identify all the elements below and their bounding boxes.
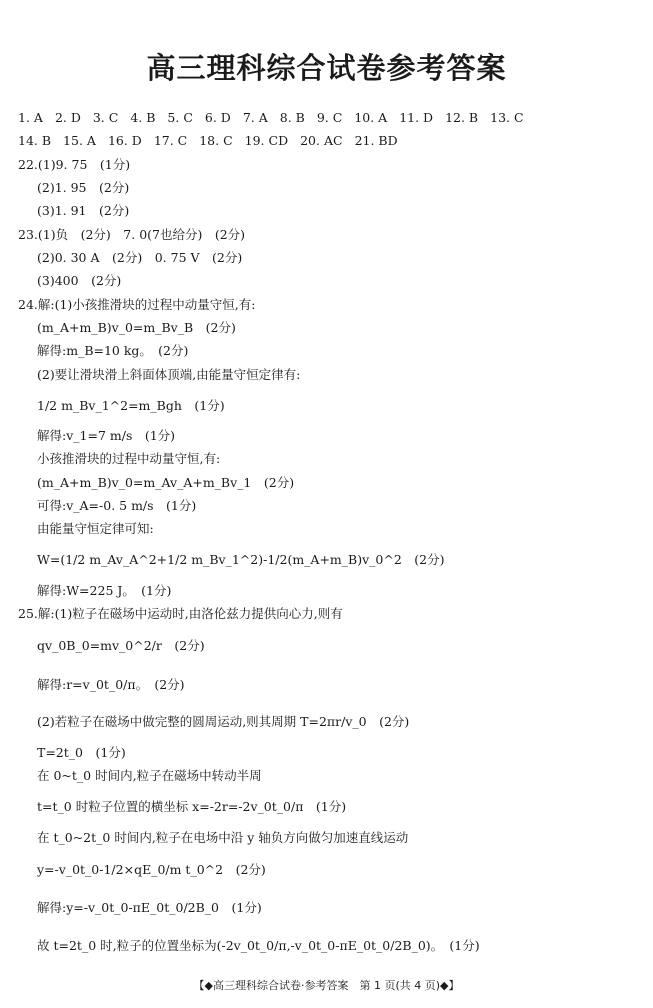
- choice-answer: 9. C: [316, 110, 343, 125]
- choice-answer: 7. A: [242, 110, 268, 125]
- q25-line-7: t=t_0 时粒子位置的横坐标 x=-2r=-2v_0t_0/π (1分): [37, 799, 347, 814]
- q25-line-9: y=-v_0t_0-1/2×qE_0/m t_0^2 (2分): [37, 862, 266, 877]
- q22-line-1: 22.(1)9. 75 (1分): [18, 157, 131, 172]
- q24-line-3: 解得:m_B=10 kg。 (2分): [37, 343, 189, 358]
- q24-line-12: 解得:W=225 J。 (1分): [37, 583, 172, 598]
- q25-line-1: 25.解:(1)粒子在磁场中运动时,由洛伦兹力提供向心力,则有: [18, 606, 343, 621]
- choice-answer: 12. B: [445, 110, 479, 125]
- choice-answer: 14. B: [18, 133, 52, 148]
- q25-line-10: 解得:y=-v_0t_0-πE_0t_0/2B_0 (1分): [37, 900, 262, 915]
- choice-answers-row-1: [18, 110, 536, 125]
- choice-answer: 20. AC: [300, 133, 343, 148]
- choice-answer: 18. C: [199, 133, 233, 148]
- choice-answer: 1. A: [18, 110, 43, 125]
- q24-line-10: 由能量守恒定律可知:: [37, 521, 154, 536]
- q24-line-8: (m_A+m_B)v_0=m_Av_A+m_Bv_1 (2分): [37, 475, 295, 490]
- choice-answer: 17. C: [153, 133, 188, 148]
- choice-answer: 21. BD: [354, 133, 398, 148]
- q24-line-2: (m_A+m_B)v_0=m_Bv_B (2分): [37, 320, 236, 335]
- choice-answer: 8. B: [279, 110, 305, 125]
- q23-line-1: 23.(1)负 (2分) 7. 0(7也给分) (2分): [18, 227, 246, 242]
- q24-line-5: 1/2 m_Bv_1^2=m_Bgh (1分): [37, 398, 225, 413]
- q24-line-4: (2)要让滑块滑上斜面体顶端,由能量守恒定律有:: [37, 367, 301, 382]
- choice-answer: 15. A: [63, 133, 96, 148]
- choice-answer: 13. C: [490, 110, 524, 125]
- choice-answer: 3. C: [92, 110, 119, 125]
- q24-line-9: 可得:v_A=-0. 5 m/s (1分): [37, 498, 197, 513]
- q24-line-6: 解得:v_1=7 m/s (1分): [37, 428, 176, 443]
- page-footer: 【◆高三理科综合试卷·参考答案 第 1 页(共 4 页)◆】: [193, 979, 460, 992]
- q22-line-3: (3)1. 91 (2分): [37, 203, 130, 218]
- q25-line-6: 在 0~t_0 时间内,粒子在磁场中转动半周: [37, 768, 262, 783]
- choice-answer: 10. A: [354, 110, 388, 125]
- choice-answer: 5. C: [167, 110, 193, 125]
- q25-line-4: (2)若粒子在磁场中做完整的圆周运动,则其周期 T=2πr/v_0 (2分): [37, 714, 410, 729]
- q24-line-7: 小孩推滑块的过程中动量守恒,有:: [37, 451, 221, 466]
- q24-line-1: 24.解:(1)小孩推滑块的过程中动量守恒,有:: [18, 297, 256, 312]
- choice-answer: 19. CD: [244, 133, 289, 148]
- q25-line-8: 在 t_0~2t_0 时间内,粒子在电场中沿 y 轴负方向做匀加速直线运动: [37, 830, 409, 845]
- choice-answer: 4. B: [130, 110, 156, 125]
- choice-answer: 2. D: [54, 110, 81, 125]
- choice-answers-row-2: [18, 133, 410, 148]
- q22-line-2: (2)1. 95 (2分): [37, 180, 130, 195]
- q23-line-3: (3)400 (2分): [37, 273, 122, 288]
- q23-line-2: (2)0. 30 A (2分) 0. 75 V (2分): [37, 250, 243, 265]
- choice-answer: 11. D: [399, 110, 434, 125]
- choice-answer: 16. D: [107, 133, 142, 148]
- choice-answer: 6. D: [204, 110, 231, 125]
- q25-line-3: 解得:r=v_0t_0/π。 (2分): [37, 677, 185, 692]
- q25-line-2: qv_0B_0=mv_0^2/r (2分): [37, 638, 205, 653]
- q25-line-11: 故 t=2t_0 时,粒子的位置坐标为(-2v_0t_0/π,-v_0t_0-πE_0t_0/2B_0)。 (1分): [37, 938, 480, 953]
- q25-line-5: T=2t_0 (1分): [37, 745, 126, 760]
- page-title: 高三理科综合试卷参考答案: [146, 51, 507, 85]
- q24-line-11: W=(1/2 m_Av_A^2+1/2 m_Bv_1^2)-1/2(m_A+m_B)v_0^2 (2分): [37, 552, 445, 567]
